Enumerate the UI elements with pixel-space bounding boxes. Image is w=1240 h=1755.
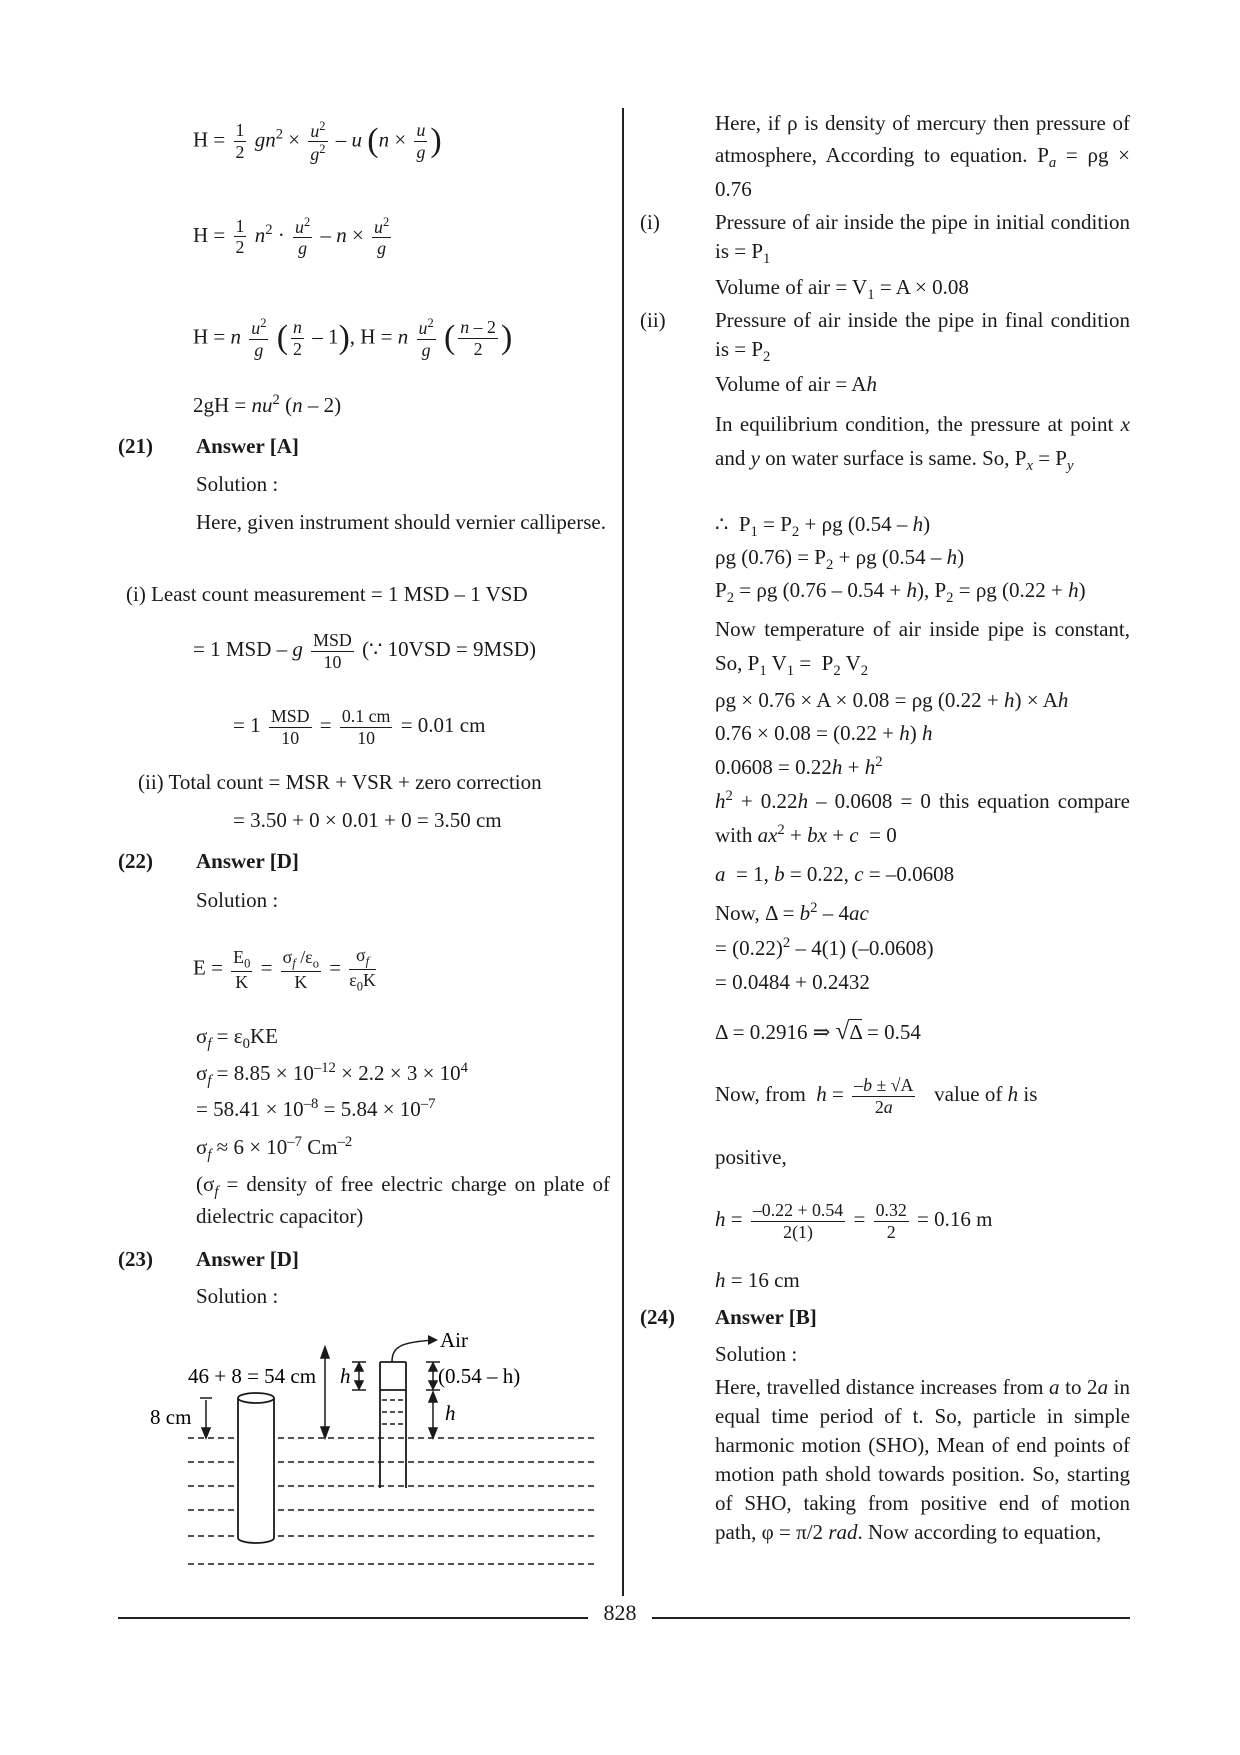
label-h-left: h (340, 1364, 351, 1388)
arrow-54cm (321, 1347, 329, 1438)
pipe (380, 1362, 406, 1488)
eq-12: Δ = 0.2916 ⇒ √Δ = 0.54 (715, 1018, 921, 1045)
eq-p1: ∴ $P_1 = P_2 + \rho g$ (0.54 – h) (715, 512, 931, 541)
answer-24: Answer [B] (715, 1305, 817, 1329)
eq-6: $0.0608 = 0.22h + h^2$ (715, 754, 883, 779)
least-count-eq2: = 1 $\frac{\text{MSD}}{10}$ = $\frac{0.1 cm}{10}$ = 0.01 cm (233, 706, 486, 748)
equation-h3: H = n $\frac{u^2}{g}$ ( $\frac{n}{2}$ – 1), H = n $\frac{u^2}{g}$ ( $\frac{n - 2}{2}$ ) (193, 316, 513, 360)
label-54cm: 46 + 8 = 54 cm (188, 1364, 317, 1388)
least-count-line: (i) Least count measurement = 1 MSD – 1 VSD (126, 582, 528, 606)
equation-h4: $2gH = nu^2$ (n – 2) (193, 392, 342, 417)
solution-label-23: Solution : (196, 1284, 279, 1308)
sigma-line-1: $\sigma_f = \varepsilon_0KE$ (196, 1024, 278, 1053)
equilibrium-text: In equilibrium condition, the pressure at point x and y on water surface is same. So, $P_x = P_y$ (715, 412, 1130, 474)
eq-13: Now, from h = $\frac{-b \pm √A}{2a}$ value of h is (715, 1075, 1038, 1117)
initial-volume: Volume of air = $V_1 = A \times 0.08$ (715, 275, 969, 304)
solution-label-24: Solution : (715, 1342, 798, 1366)
eq-14: h = $\frac{-0.22 + 0.54}{2(1)}$ = $\frac{0.32}{2}$ = 0.16 m (715, 1200, 993, 1242)
sigma-line-2: $\sigma_f = 8.85 \times 10^{-12} \times 2.2 \times 3 \times 10^4$ (196, 1060, 469, 1090)
solution-text-21: Here, given instrument should vernier calliperse. (196, 510, 606, 534)
eq-5: 0.76 × 0.08 = (0.22 + h) h (715, 721, 933, 745)
eq-p2: $P_2 = \rho g$ (0.76 – 0.54 + h), $P_2 = \rho g$ (0.22 + h) (715, 578, 1086, 607)
marker-h-right (429, 1392, 437, 1438)
least-count-eq1: = 1 MSD – g $\frac{\text{MSD}}{10}$ (∵ 10VSD = 9MSD) (193, 630, 537, 672)
sigma-note: ($\sigma_f$ = density of free electric charge on plate of dielectric capacitor) (196, 1172, 610, 1229)
marker-h-left (352, 1362, 366, 1390)
pipe-water (382, 1400, 404, 1424)
label-air: Air (440, 1328, 468, 1352)
solution-label-21: Solution : (196, 472, 279, 496)
label-ii: (ii) (640, 308, 666, 332)
label-8cm: 8 cm (150, 1405, 192, 1429)
question-number-24: (24) (640, 1305, 675, 1329)
eq-7: $h^2 + 0.22h - 0.0608 = 0$ this equation compare with $ax^2$ + bx + c = 0 (715, 788, 1130, 847)
label-h-right: h (445, 1401, 456, 1425)
label-054h: (0.54 – h) (438, 1364, 521, 1388)
equation-h1: H = $\frac{1}{2}$ $gn^2$ × $\frac{u^2}{g^2}$ – u (n × $\frac{u}{g}$ ) (193, 118, 442, 164)
cylinder (238, 1393, 274, 1543)
eq-15: h = 16 cm (715, 1268, 800, 1292)
answer-21: Answer [A] (196, 434, 299, 458)
question-number-23: (23) (118, 1247, 153, 1271)
solution-text-24: Here, travelled distance increases from a to 2a in equal time period of t. So, particle in simple harmonic motion (SHO), Mean of end points of motion path shold towards position. So, starting of SHO, taking from positive end of motion path, φ = π/2 rad. Now according to equation, (715, 1375, 1130, 1544)
sigma-line-4: $\sigma_f \approx 6 \times 10^{-7}$ $Cm^{-2}$ (196, 1134, 353, 1164)
question-number-21: (21) (118, 434, 153, 458)
footer-line-left (118, 1617, 588, 1619)
column-divider (622, 108, 624, 1596)
eq-8: a = 1, b = 0.22, c = –0.0608 (715, 862, 955, 886)
question-number-22: (22) (118, 849, 153, 873)
answer-22: Answer [D] (196, 849, 299, 873)
eq-10: = $(0.22)^2 - 4(1)$ (–0.0608) (715, 935, 934, 960)
intro-text: Here, if ρ is density of mercury then pressure of atmosphere, According to equation. $P_a = \rho g \times 0.76$ (715, 111, 1130, 201)
final-volume: Volume of air = Ah (715, 372, 877, 396)
manometer-figure (140, 1300, 610, 1590)
temperature-text: Now temperature of air inside pipe is constant, So, $P_1$ $V_1 = P_2$ $V_2$ (715, 617, 1130, 679)
total-count-line: (ii) Total count = MSR + VSR + zero correction (138, 770, 542, 794)
answer-23: Answer [D] (196, 1247, 299, 1271)
page-number: 828 (603, 1600, 637, 1625)
equation-E: E = $\frac{E_0}{K}$ = $\frac{\sigma_f /\varepsilon_o}{K}$ = $\frac{\sigma_f}{\varepsilon_0K}$ (193, 945, 376, 994)
initial-pressure-text: Pressure of air inside the pipe in initial condition is = $P_1$ (715, 210, 1130, 268)
equation-h2: H = $\frac{1}{2}$ $n^2$ · $\frac{u^2}{g}$ – n × $\frac{u^2}{g}$ (193, 215, 390, 259)
solution-label-22: Solution : (196, 888, 279, 912)
marker-8cm (200, 1398, 212, 1438)
eq-9: Now, $\Delta = b^2 - 4ac$ (715, 900, 869, 925)
eq-11: = 0.0484 + 0.2432 (715, 970, 870, 994)
eq-rho-076: ρg $(0.76) = P_2 + \rho g$ (0.54 – h) (715, 545, 965, 574)
eq-4: ρg × 0.76 × A × 0.08 = ρg (0.22 + h) × Ah (715, 688, 1069, 712)
sigma-line-3: = $58.41 \times 10^{-8} = 5.84 \times 10^{-7}$ (196, 1096, 436, 1121)
eq-13b: positive, (715, 1145, 787, 1169)
footer-line-right (652, 1617, 1130, 1619)
final-pressure-text: Pressure of air inside the pipe in final condition is = $P_2$ (715, 308, 1130, 366)
total-count-eq: = 3.50 + 0 × 0.01 + 0 = 3.50 cm (233, 808, 502, 832)
label-i: (i) (640, 210, 660, 234)
